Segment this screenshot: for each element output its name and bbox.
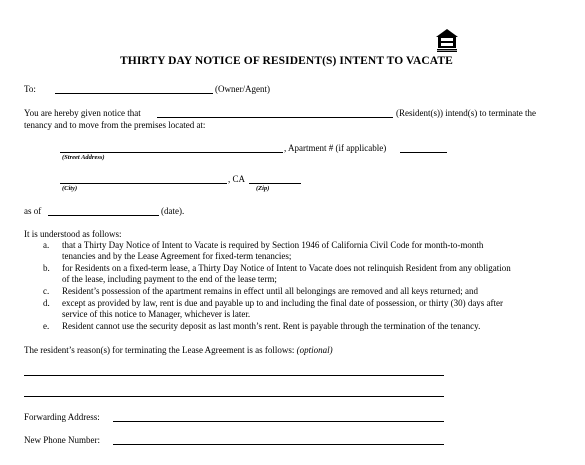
list-marker: a. (43, 240, 50, 250)
date-suffix: (date). (161, 206, 185, 216)
list-item-text: tenancies and by the Lease Agreement for fixed-term tenancies; (62, 250, 292, 261)
notice-prefix: You are hereby given notice that (24, 108, 141, 118)
reasons-optional: (optional) (296, 345, 333, 355)
list-marker: b. (43, 263, 50, 273)
list-item-text: except as provided by law, rent is due and payable up to and including the final date of possession, or thirty (30) days after (62, 298, 504, 308)
reasons-label (24, 345, 333, 356)
list-marker: e. (43, 321, 50, 331)
date-prefix: as of (24, 206, 42, 216)
list-marker: d. (43, 298, 50, 308)
notice-suffix: (Resident(s)) intend(s) to terminate the (396, 108, 536, 118)
list-item-text: that a Thirty Day Notice of Intent to Vacate is required by Section 1946 of California Civil Code for month-to-month (62, 240, 484, 250)
ca-label: , CA (228, 174, 246, 184)
reason-line-1[interactable] (24, 375, 444, 376)
zip-caption: (Zip) (256, 185, 270, 192)
list-item-text: service of this notice to Manager, whichever is later. (62, 308, 251, 319)
resident-names-field[interactable] (157, 117, 393, 118)
forwarding-address-field[interactable] (113, 421, 444, 422)
city-field[interactable] (60, 183, 227, 184)
city-caption: (City) (62, 185, 78, 192)
list-marker: c. (43, 286, 50, 296)
list-item-text: Resident’s possession of the apartment remains in effect until all belongings are removed and all keys returned; and (62, 286, 478, 296)
street-address-field[interactable] (60, 152, 283, 153)
understood-intro: It is understood as follows: (24, 229, 122, 239)
zip-field[interactable] (249, 183, 301, 184)
reasons-text: The resident’s reason(s) for terminating the Lease Agreement is as follows: (24, 345, 295, 355)
apartment-label: , Apartment # (if applicable) (284, 143, 387, 153)
notice-line2: tenancy and to move from the premises located at: (24, 120, 206, 130)
phone-label: New Phone Number: (24, 435, 100, 445)
equal-housing-opportunity-icon (435, 28, 459, 52)
apartment-number-field[interactable] (400, 152, 447, 153)
reason-line-2[interactable] (24, 396, 444, 397)
owner-agent-field[interactable] (55, 93, 213, 94)
date-field[interactable] (48, 215, 159, 216)
list-item-text: of the lease, including payment to the end of the lease term; (62, 273, 277, 284)
list-item-text: for Residents on a fixed-term lease, a Thirty Day Notice of Intent to Vacate does not relinquish Resident from any obligation (62, 263, 511, 273)
owner-agent-caption: (Owner/Agent) (215, 84, 270, 94)
list-item-text: Resident cannot use the security deposit as last month’s rent. Rent is payable through the termination of the tenancy. (62, 321, 481, 331)
street-address-caption: (Street Address) (62, 154, 105, 161)
forwarding-label: Forwarding Address: (24, 412, 100, 422)
page-title: THIRTY DAY NOTICE OF RESIDENT(S) INTENT TO VACATE (120, 55, 453, 67)
to-label: To: (24, 84, 36, 94)
phone-number-field[interactable] (113, 444, 444, 445)
